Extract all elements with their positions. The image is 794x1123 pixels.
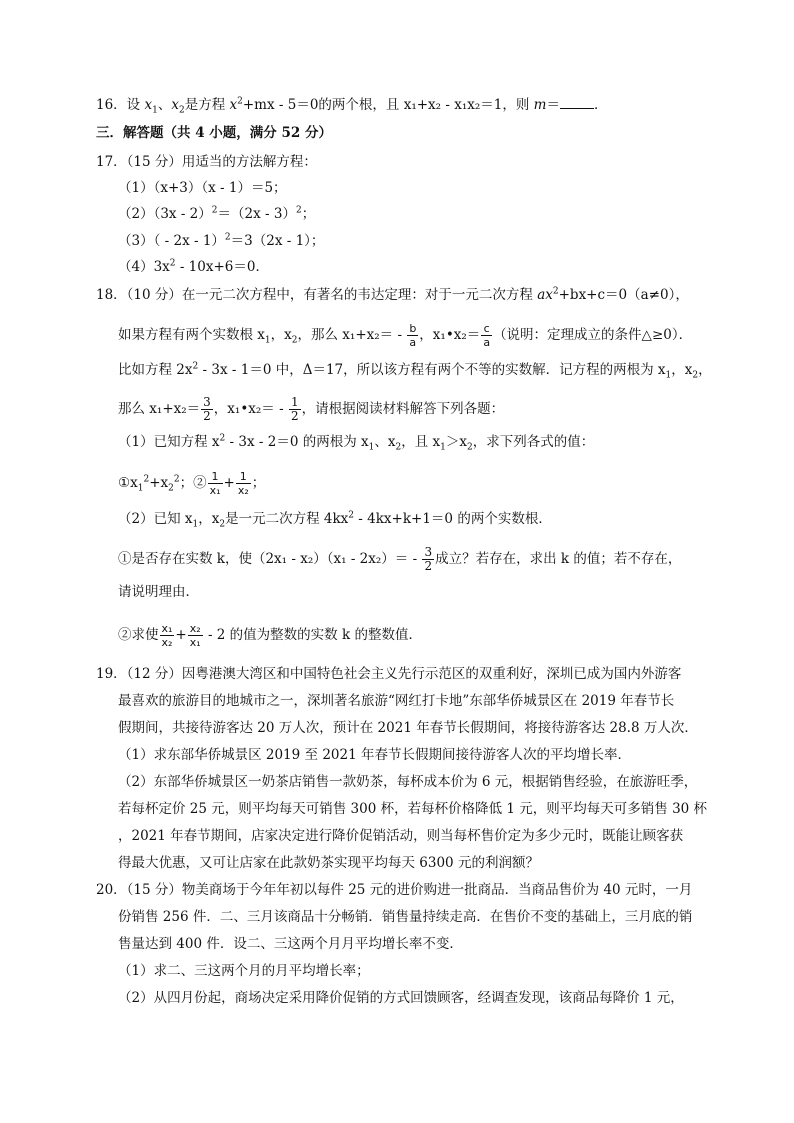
question-18-line-1: 18．（10 分）在一元二次方程中，有著名的韦达定理：对于一元二次方程 $ax^2+bx+c=0(a\ne 0)$， xyxy=(96,286,689,303)
question-18-line-2: 如果方程有两个实数根 $x_1$，$x_2$，那么 x₁+x₂＝ - $\frac{b}{a}$ ，x₁•x₂＝ $\frac{c}{a}$ （说明：定理成立的条件△≥0）． xyxy=(118,322,693,349)
q19-part-1: （1）求东部华侨城景区 2019 至 2021 年春节长假期间接待游客人次的平均增长率． xyxy=(118,747,631,763)
q18-part-2-item-2: ②求使 $\frac{\text{x₁}}{\text{x₂}}$ + $\frac{\text{x₂}}{\text{x₁}}$ - 2 的值为整数的实数 k 的整数值． xyxy=(118,622,422,649)
fraction-1-over-x2: $\frac{1}{\text{x₂}}$ xyxy=(237,470,249,497)
fraction-c-over-a: $\frac{c}{a}$ xyxy=(483,322,491,349)
question-19-line-6: 若每杯定价 25 元，则平均每天可销售 300 杯，若每杯价格降低 1 元，则平均每天可多销售 30 杯 xyxy=(118,801,708,817)
fraction-x2-over-x1: $\frac{\text{x₂}}{\text{x₁}}$ xyxy=(189,622,201,649)
q17-part-1: （1）（x+3）（x - 1）＝5； xyxy=(118,180,287,196)
q18-part-2-item-1-cont: 请说明理由． xyxy=(118,584,199,600)
section-heading: 三．解答题（共 4 小题，满分 52 分） xyxy=(96,125,332,141)
fraction-3-over-2: $\frac{3}{2}$ xyxy=(203,395,211,423)
q18-part-1-items: $①x_1^2+x_2^2$；② $\frac{1}{\text{x₁}}$ + $\frac{1}{\text{x₂}}$ ； xyxy=(118,470,266,497)
q18-part-2: （2）已知 $x_1$，$x_2$是一元二次方程 $4kx^2 - 4kx+k+1=0$ 的两个实数根． xyxy=(118,510,552,530)
answer-blank xyxy=(560,96,594,109)
question-20-line-2: 份销售 256 件．二、三月该商品十分畅销．销售量持续走高．在售价不变的基础上，三月底的销 xyxy=(118,909,693,925)
fraction-3-over-2: $\frac{3}{2}$ xyxy=(424,545,433,573)
fraction-1-over-2: $\frac{1}{2}$ xyxy=(290,395,299,423)
fraction-b-over-a: $\frac{b}{a}$ xyxy=(409,322,417,349)
fraction-1-over-x1: $\frac{1}{\text{x₁}}$ xyxy=(209,470,221,497)
q19-part-2: （2）东部华侨城景区一奶茶店销售一款奶茶，每杯成本价为 6 元，根据销售经验，在旅游旺季， xyxy=(118,774,698,790)
question-18-line-3: 比如方程 $2x^2 - 3x - 1=0$ 中，Δ＝17，所以该方程有两个不等的实数解．记方程的两根为 $x_1$，$x_2$， xyxy=(118,361,712,381)
q17-part-3: （3）（ - 2x - 1）$^2$＝3（2x - 1）； xyxy=(118,232,325,249)
question-18-line-4: 那么 x₁+x₂＝ $\frac{3}{2}$ ，x₁•x₂＝ - $\frac{1}{2}$ ，请根据阅读材料解答下列各题： xyxy=(118,395,505,423)
q17-part-2: （2）（3x - 2）$^2$＝（2x - 3）$^2$； xyxy=(118,205,316,222)
q18-part-2-item-1: ①是否存在实数 k，使（2x₁ - x₂）（x₁ - 2x₂）＝ - $\frac{3}{2}$ 成立？若存在，求出 k 的值；若不存在， xyxy=(118,545,682,573)
question-20-line-1: 20．（15 分）物美商场于今年年初以每件 25 元的进价购进一批商品．当商品售价为 40 元时，一月 xyxy=(96,882,693,898)
fraction-x1-over-x2: $\frac{\text{x₁}}{\text{x₂}}$ xyxy=(161,622,173,649)
q16-text: 16．设 xyxy=(96,97,145,113)
question-17-title: 17．（15 分）用适当的方法解方程： xyxy=(96,154,317,170)
question-16: 16．设 $x_1$、$x_2$是方程 $x^2+mx - 5=0$的两个根，且 x₁+x₂ - x₁x₂＝1，则 m＝ ． xyxy=(96,96,608,116)
question-19-line-1: 19．（12 分）因粤港澳大湾区和中国特色社会主义先行示范区的双重利好，深圳已成为国内外游客 xyxy=(96,666,682,682)
question-20-line-3: 售量达到 400 件．设二、三这两个月月平均增长率不变． xyxy=(118,936,463,952)
question-19-line-8: 得最大优惠，又可让店家在此款奶茶实现平均每天 6300 元的利润额？ xyxy=(118,855,539,871)
q18-part-1: （1）已知方程 $x^2 - 3x - 2=0$ 的两根为 $x_1$、$x_2$，且 $x_1>x_2$，求下列各式的值： xyxy=(118,433,595,453)
question-19-line-7: ，2021 年春节期间，店家决定进行降价促销活动，则当每杯售价定为多少元时，既能让顾客获 xyxy=(118,828,684,844)
question-19-line-2: 最喜欢的旅游目的地城市之一，深圳著名旅游“网红打卡地”东部华侨城景区在 2019 年春节长 xyxy=(118,693,675,709)
q20-part-2: （2）从四月份起，商场决定采用降价促销的方式回馈顾客，经调查发现，该商品每降价 1 元， xyxy=(118,990,684,1006)
question-19-line-3: 假期间，共接待游客达 20 万人次，预计在 2021 年春节长假期间，将接待游客达 28.8 万人次． xyxy=(118,720,698,736)
q20-part-1: （1）求二、三这两个月的月平均增长率； xyxy=(118,963,370,979)
q17-part-4: $(4)3x^2 - 10x+6=0$． xyxy=(118,258,269,275)
